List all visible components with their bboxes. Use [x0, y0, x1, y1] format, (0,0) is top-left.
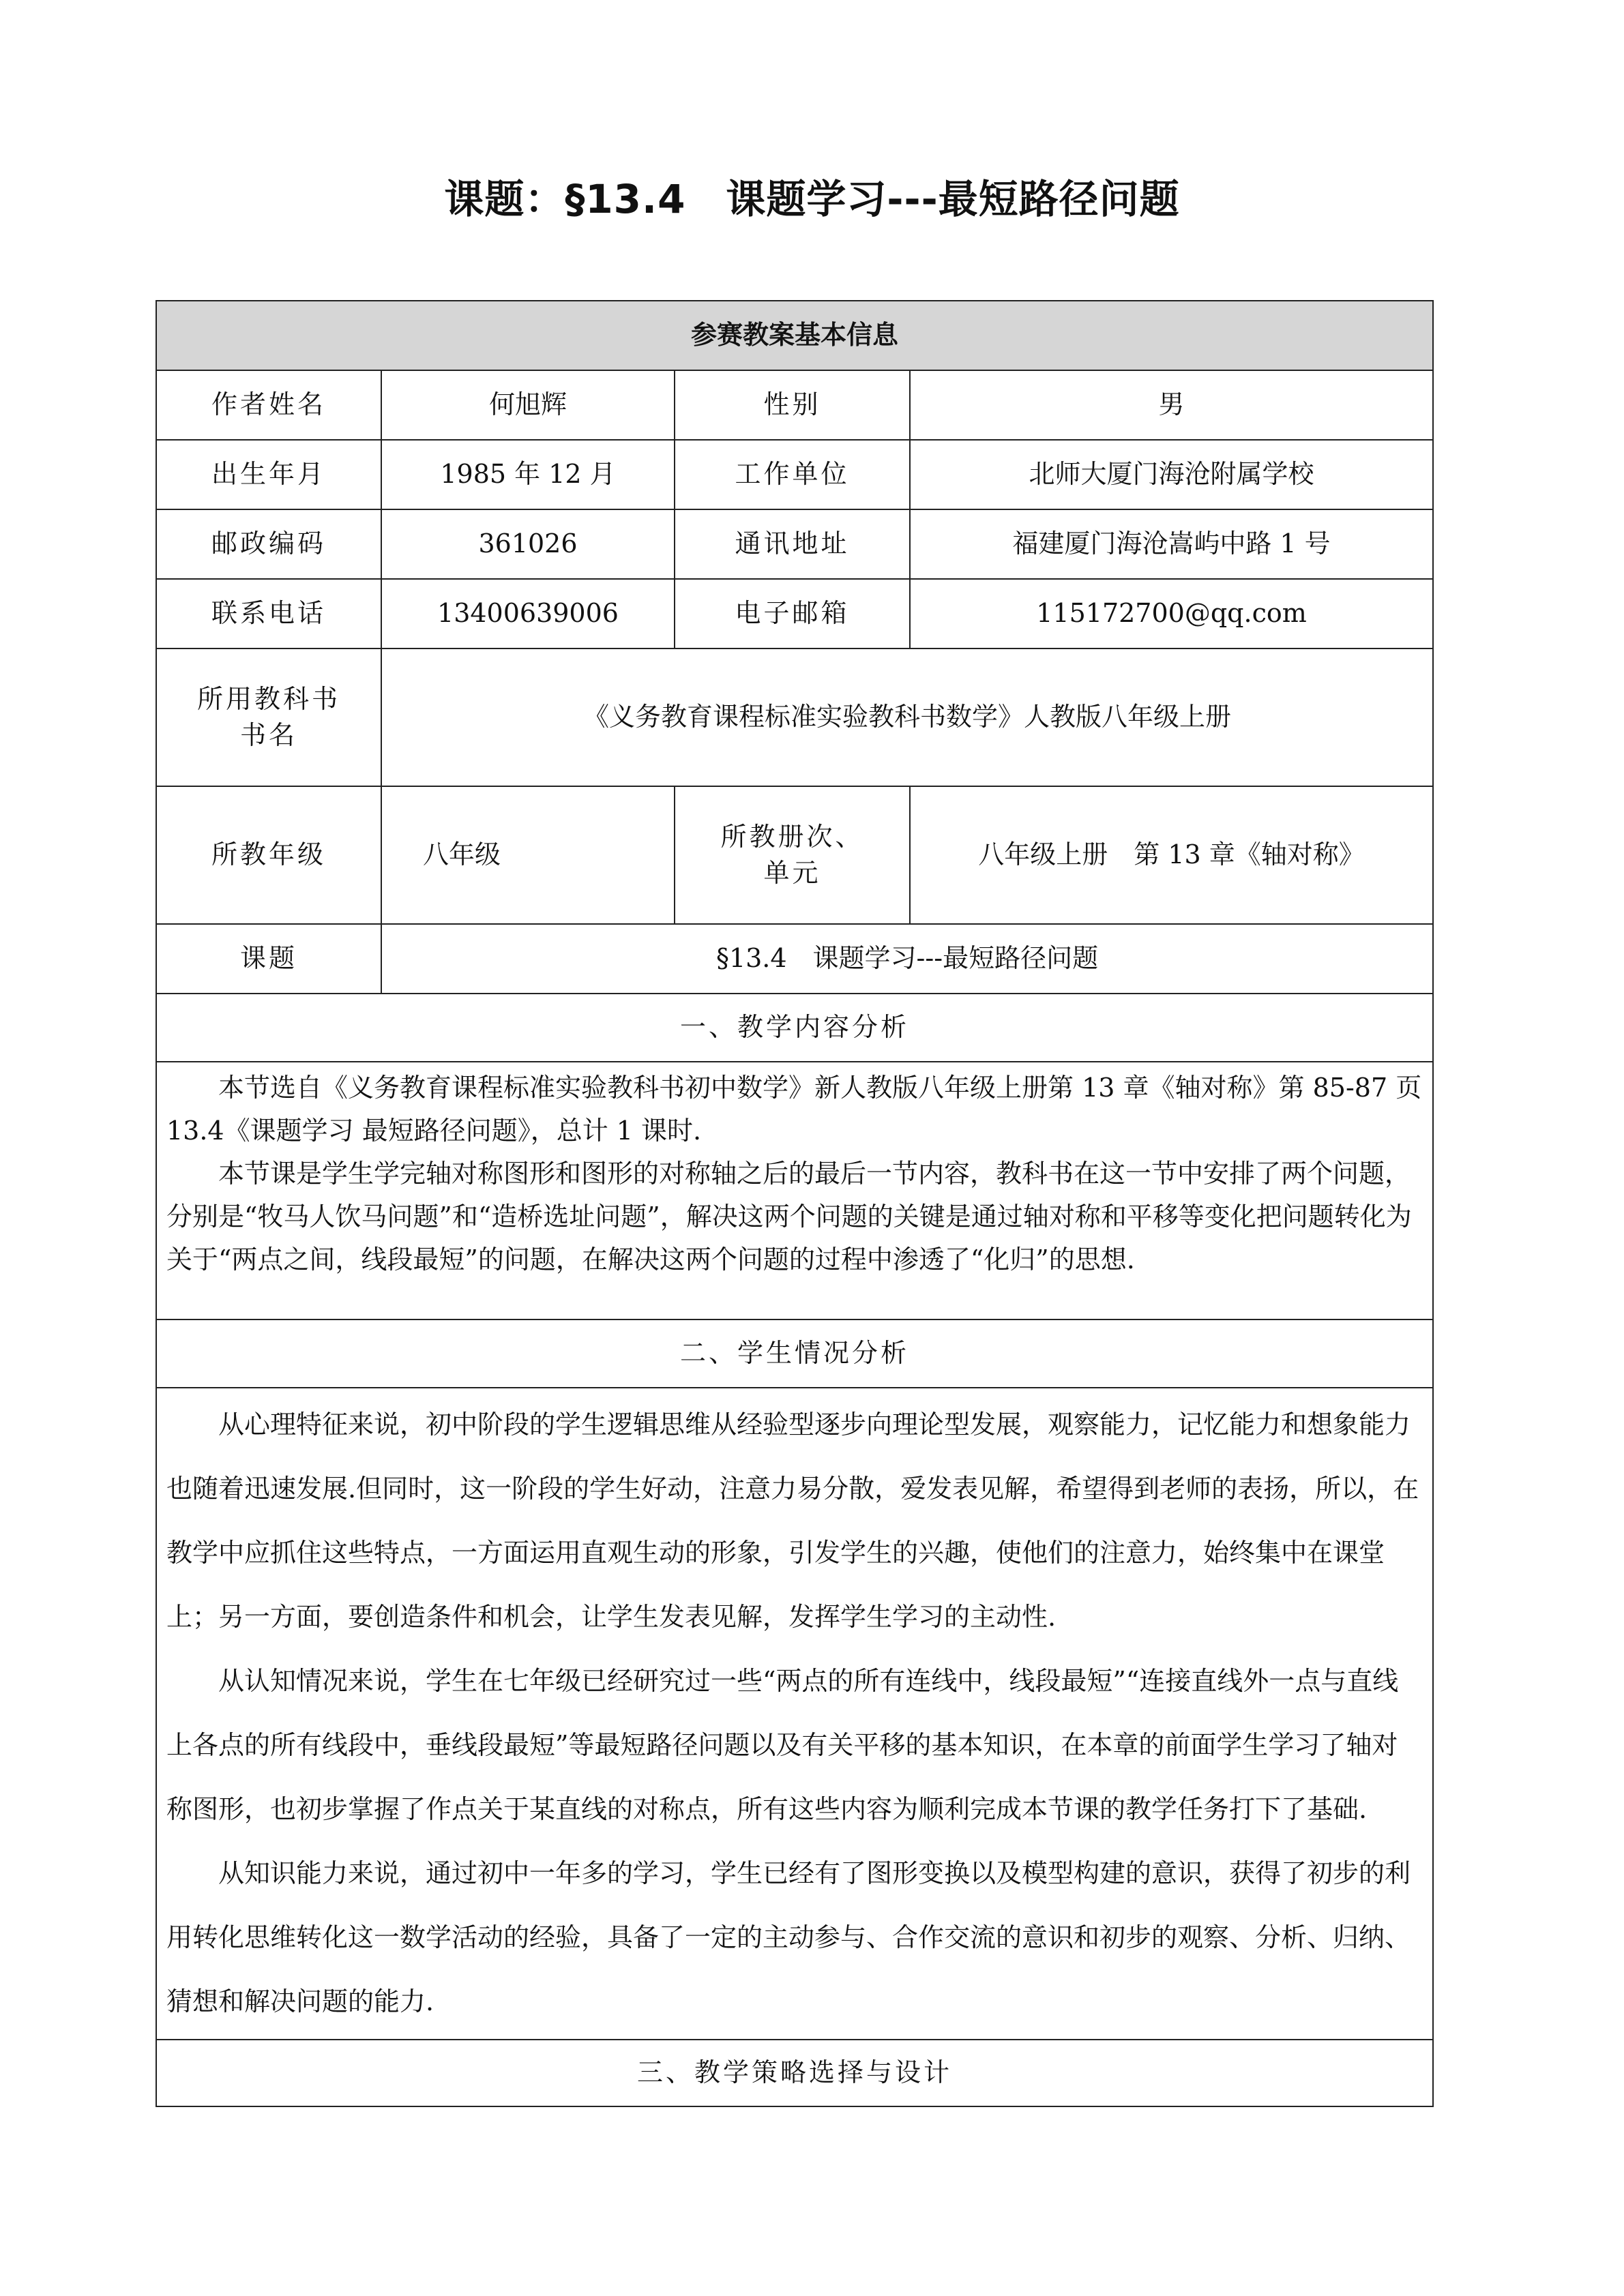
section-heading-row [156, 994, 1433, 1062]
work-label: 工作单位 [675, 440, 910, 509]
textbook-label-line2: 书名 [239, 720, 297, 750]
author-label: 作者姓名 [156, 370, 381, 440]
section-heading-student: 二、学生情况分析 [156, 1320, 1433, 1388]
student-analysis-body [156, 1388, 1433, 2040]
unit-value: 八年级上册 第 13 章《轴对称》 [910, 786, 1433, 924]
grade-value: 八年级 [381, 786, 675, 924]
table-row [156, 509, 1433, 579]
birth-value: 1985 年 12 月 [381, 440, 675, 509]
postcode-label: 邮政编码 [156, 509, 381, 579]
grade-label: 所教年级 [156, 786, 381, 924]
textbook-label-line1: 所用教科书 [196, 683, 340, 714]
paragraph: 从心理特征来说，初中阶段的学生逻辑思维从经验型逐步向理论型发展，观察能力，记忆能力和想象能力也随着迅速发展.但同时，这一阶段的学生好动，注意力易分散，爱发表见解，希望得到老师的表扬，所以，在教学中应抓住这些特点，一方面运用直观生动的形象，引发学生的兴趣，使他们的注意力，始终集中在课堂上；另一方面，要创造条件和机会，让学生发表见解，发挥学生学习的主动性. [166, 1410, 1419, 1632]
textbook-label [156, 648, 381, 786]
phone-label: 联系电话 [156, 579, 381, 648]
paragraph: 本节选自《义务教育课程标准实验教科书初中数学》新人教版八年级上册第 13 章《轴对称》第 85-87 页 13.4《课题学习 最短路径问题》，总计 1 课时. [166, 1073, 1422, 1146]
topic-label: 课题 [156, 924, 381, 994]
paragraph: 从认知情况来说，学生在七年级已经研究过一些“两点的所有连线中，线段最短”“连接直线外一点与直线上各点的所有线段中，垂线段最短”等最短路径问题以及有关平移的基本知识，在本章的前面学生学习了轴对称图形，也初步掌握了作点关于某直线的对称点，所有这些内容为顺利完成本节课的教学任务打下了基础. [166, 1666, 1399, 1824]
section-body-row [156, 1388, 1433, 2040]
section-heading-content: 一、教学内容分析 [156, 994, 1433, 1062]
unit-label-line2: 单元 [763, 858, 821, 888]
birth-label: 出生年月 [156, 440, 381, 509]
postcode-value: 361026 [381, 509, 675, 579]
table-row [156, 370, 1433, 440]
table-row [156, 579, 1433, 648]
paragraph: 从知识能力来说，通过初中一年多的学习，学生已经有了图形变换以及模型构建的意识，获得了初步的利用转化思维转化这一数学活动的经验，具备了一定的主动参与、合作交流的意识和初步的观察、分析、归纳、猜想和解决问题的能力. [166, 1858, 1411, 2016]
section-heading-row [156, 2040, 1433, 2106]
unit-label-line1: 所教册次、 [720, 821, 864, 852]
gender-label: 性别 [675, 370, 910, 440]
author-value: 何旭辉 [381, 370, 675, 440]
section-body-row [156, 1062, 1433, 1320]
paragraph: 本节课是学生学完轴对称图形和图形的对称轴之后的最后一节内容，教科书在这一节中安排了两个问题，分别是“牧马人饮马问题”和“造桥选址问题”，解决这两个问题的关键是通过轴对称和平移等变化把问题转化为关于“两点之间，线段最短”的问题，在解决这两个问题的过程中渗透了“化归”的思想. [166, 1159, 1412, 1274]
email-value: 115172700@qq.com [910, 579, 1433, 648]
phone-value: 13400639006 [381, 579, 675, 648]
table-row [156, 648, 1433, 786]
table-row [156, 440, 1433, 509]
table-header-row [156, 301, 1433, 370]
lesson-plan-table [156, 300, 1434, 2107]
gender-value: 男 [910, 370, 1433, 440]
table-row [156, 924, 1433, 994]
page-title: 课题：§13.4 课题学习---最短路径问题 [444, 176, 1180, 222]
topic-value: §13.4 课题学习---最短路径问题 [381, 924, 1433, 994]
address-label: 通讯地址 [675, 509, 910, 579]
unit-label [675, 786, 910, 924]
textbook-value: 《义务教育课程标准实验教科书数学》人教版八年级上册 [381, 648, 1433, 786]
email-label: 电子邮箱 [675, 579, 910, 648]
section-heading-row [156, 1320, 1433, 1388]
work-value: 北师大厦门海沧附属学校 [910, 440, 1433, 509]
table-header: 参赛教案基本信息 [156, 301, 1433, 370]
address-value: 福建厦门海沧嵩屿中路 1 号 [910, 509, 1433, 579]
section-heading-strategy: 三、教学策略选择与设计 [156, 2040, 1433, 2106]
content-analysis-body [156, 1062, 1433, 1320]
table-row [156, 786, 1433, 924]
